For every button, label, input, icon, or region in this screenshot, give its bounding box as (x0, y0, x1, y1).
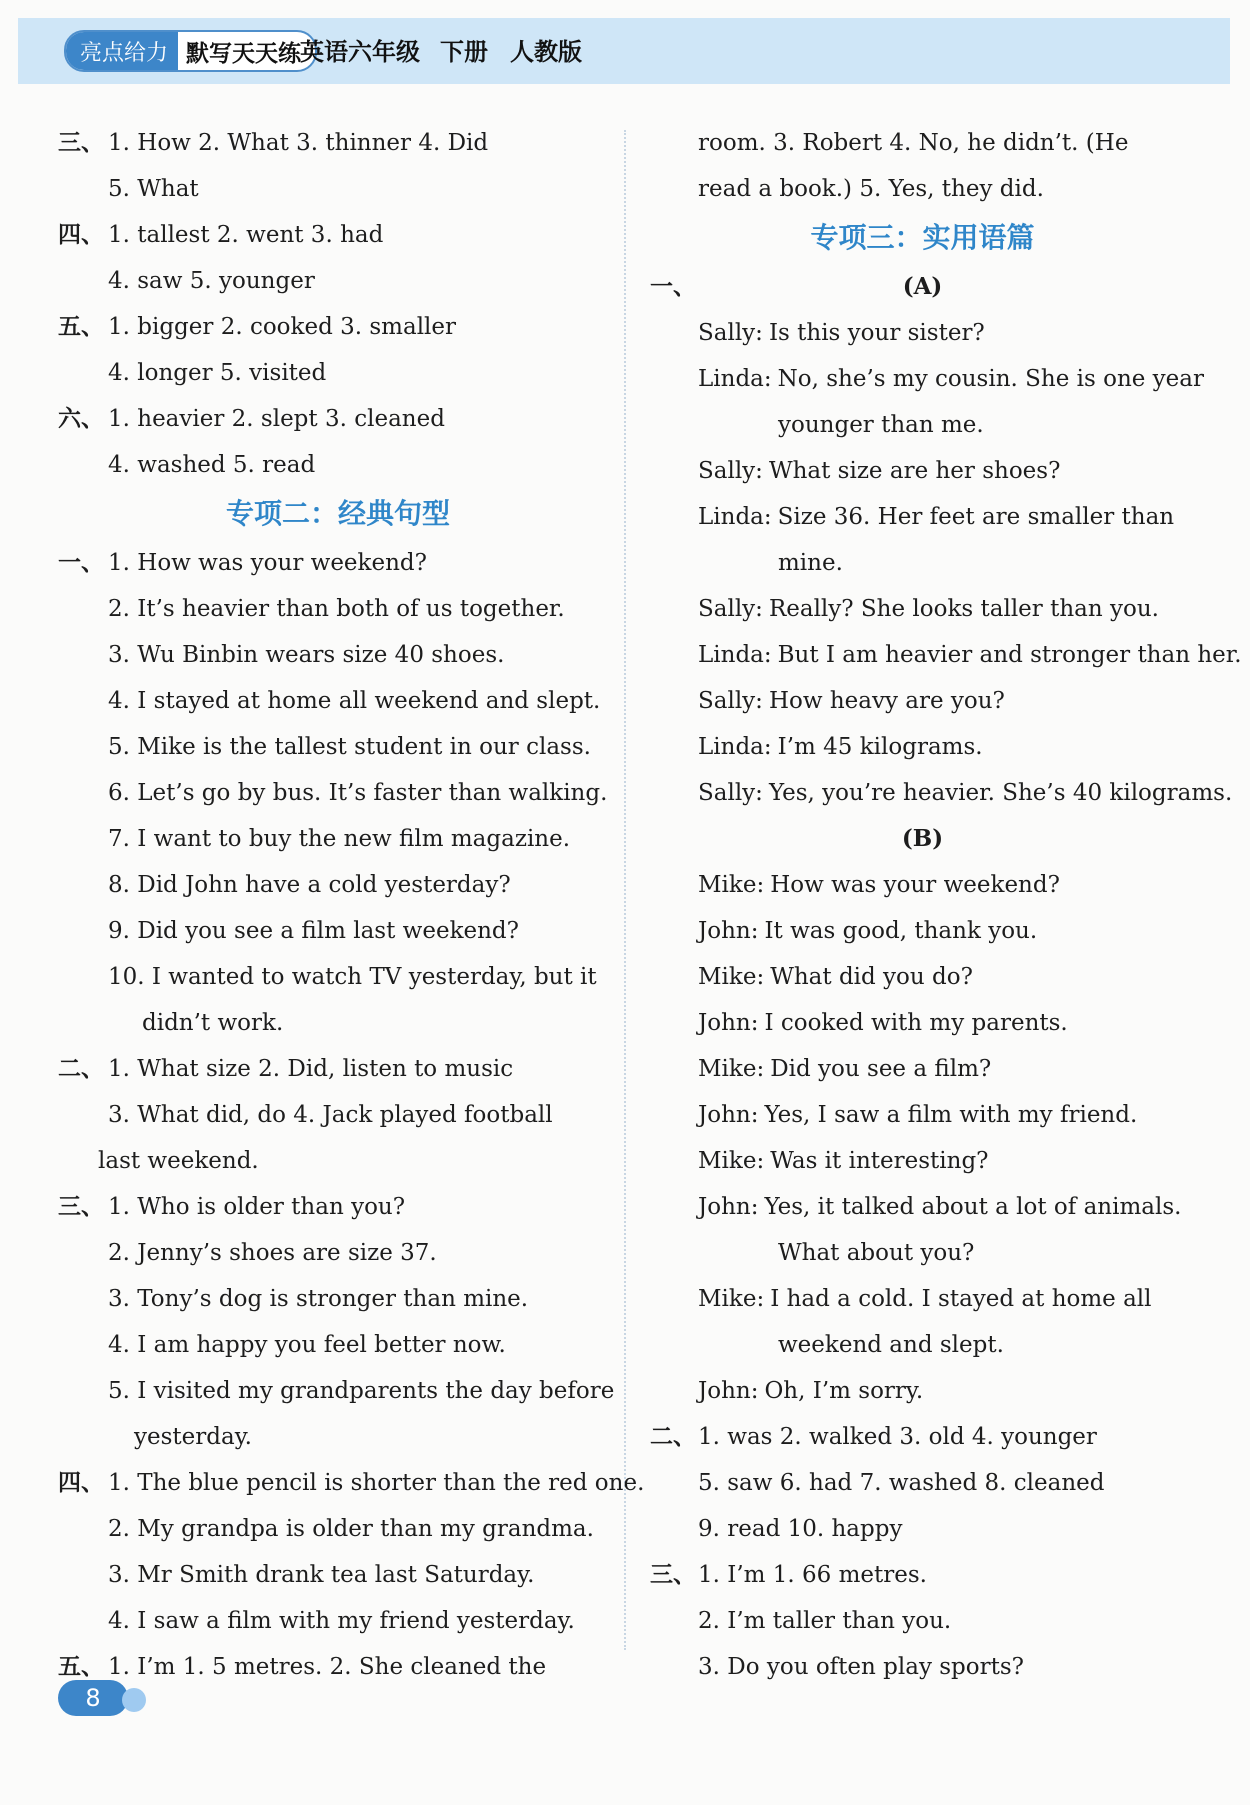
dialog-text: mine. (778, 550, 843, 576)
section-label: 四、 (58, 1469, 104, 1496)
page-number: 8 (58, 1680, 128, 1716)
dialog-line (650, 586, 1195, 632)
answer-continuation: last weekend. (98, 1148, 259, 1174)
answer-line: 1. tallest 2. went 3. had (108, 222, 384, 248)
dialog-text: Was it interesting? (770, 1148, 989, 1174)
dialog-text: I’m 45 kilograms. (777, 734, 983, 760)
section-label: 一、 (58, 549, 104, 576)
dialog-line (650, 908, 1195, 954)
speaker: Sally: (698, 688, 763, 714)
dialog-text: What size are her shoes? (768, 458, 1061, 484)
answer-line: 4. saw 5. younger (108, 268, 315, 294)
right-column (650, 120, 1242, 1690)
header-subject: 英语六年级 (300, 38, 420, 66)
speaker: Mike: (698, 872, 765, 898)
speaker: Linda: (698, 366, 772, 392)
answer-line: 1. bigger 2. cooked 3. smaller (108, 314, 457, 340)
dialog-a (650, 310, 1242, 816)
dialog-text: Yes, you’re heavier. She’s 40 kilograms. (768, 780, 1233, 806)
answer-line: 6. Let’s go by bus. It’s faster than walking. (108, 780, 608, 806)
answer-line: 1. The blue pencil is shorter than the red one. (108, 1470, 645, 1496)
dialog-text: What about you? (778, 1240, 975, 1266)
answer-line: 4. I am happy you feel better now. (108, 1332, 506, 1358)
answer-line: 3. Wu Binbin wears size 40 shoes. (108, 642, 505, 668)
dialog-line (650, 678, 1195, 724)
dialog-text: I had a cold. I stayed at home all (770, 1286, 1152, 1312)
section-label: 一、 (650, 273, 696, 300)
dialog-text: Did you see a film? (770, 1056, 992, 1082)
dialog-line-continuation (650, 1322, 1195, 1368)
dialog-line (650, 1184, 1195, 1230)
brand-right: 默写天天练 (186, 40, 302, 67)
dialog-text: How heavy are you? (768, 688, 1005, 714)
dialog-line (650, 1276, 1195, 1322)
answer-line: 1. How was your weekend? (108, 550, 427, 576)
answer-continuation: read a book.) 5. Yes, they did. (698, 176, 1044, 202)
dialog-line-continuation (650, 540, 1195, 586)
left-column (58, 120, 645, 1690)
answer-line: 5. I visited my grandparents the day before (108, 1378, 615, 1404)
answer-line: 10. I wanted to watch TV yesterday, but it (108, 964, 597, 990)
dialog-line (650, 494, 1195, 540)
dialog-text: I cooked with my parents. (764, 1010, 1068, 1036)
answer-line: 8. Did John have a cold yesterday? (108, 872, 511, 898)
speaker: Mike: (698, 1148, 765, 1174)
dialog-text: Is this your sister? (768, 320, 985, 346)
answer-line: 2. My grandpa is older than my grandma. (108, 1516, 594, 1542)
answer-line: 5. Mike is the tallest student in our class. (108, 734, 591, 760)
dialog-text: weekend and slept. (778, 1332, 1004, 1358)
dialog-text: Yes, it talked about a lot of animals. (764, 1194, 1182, 1220)
answer-line: 3. Tony’s dog is stronger than mine. (108, 1286, 529, 1312)
speaker: John: (698, 1194, 759, 1220)
dialog-line (650, 954, 1195, 1000)
speaker: Mike: (698, 1286, 765, 1312)
answer-line: 1. What size 2. Did, listen to music (108, 1056, 514, 1082)
dialog-text: younger than me. (778, 412, 984, 438)
dialog-line (650, 724, 1195, 770)
section-title-2: 专项二：经典句型 (225, 497, 450, 530)
dialog-b (650, 862, 1195, 1414)
header-edition: 人教版 (510, 38, 582, 66)
answer-line: 1. Who is older than you? (108, 1194, 406, 1220)
answer-continuation: room. 3. Robert 4. No, he didn’t. (He (698, 130, 1129, 156)
answer-line: 5. What (108, 176, 199, 202)
dialog-line (650, 1092, 1195, 1138)
answer-line: 1. How 2. What 3. thinner 4. Did (108, 130, 489, 156)
section-title-3: 专项三：实用语篇 (810, 221, 1035, 254)
dialog-text: Size 36. Her feet are smaller than (777, 504, 1175, 530)
speaker: John: (698, 1010, 759, 1036)
speaker: Sally: (698, 780, 763, 806)
speaker: Linda: (698, 504, 772, 530)
answer-line: 4. longer 5. visited (108, 360, 327, 386)
dialog-line (650, 1046, 1195, 1092)
answer-line: 7. I want to buy the new film magazine. (108, 826, 571, 852)
speaker: Mike: (698, 964, 765, 990)
section-label: 二、 (58, 1055, 104, 1082)
answer-line: 1. heavier 2. slept 3. cleaned (108, 406, 445, 432)
dialog-line (650, 1368, 1195, 1414)
dialog-line-continuation (650, 402, 1195, 448)
speaker: Mike: (698, 1056, 765, 1082)
speaker: Linda: (698, 734, 772, 760)
answer-line: 2. Jenny’s shoes are size 37. (108, 1240, 437, 1266)
dialog-text: It was good, thank you. (764, 918, 1038, 944)
dialog-text: But I am heavier and stronger than her. (777, 642, 1242, 668)
dialog-text: What did you do? (770, 964, 973, 990)
dialog-text: Oh, I’m sorry. (764, 1378, 924, 1404)
page-header (18, 18, 1230, 84)
dialog-line (650, 632, 1242, 678)
speaker: Linda: (698, 642, 772, 668)
answer-line: 3. Do you often play sports? (698, 1654, 1024, 1680)
section-label: 六、 (58, 405, 104, 432)
column-divider (624, 130, 626, 1650)
section-label: 三、 (58, 1193, 104, 1220)
dialog-line (650, 310, 1195, 356)
header-volume: 下册 (440, 38, 488, 66)
answer-line: 1. I’m 1. 5 metres. 2. She cleaned the (108, 1654, 547, 1680)
dialog-text: Really? She looks taller than you. (768, 596, 1159, 622)
dialog-text: How was your weekend? (770, 872, 1060, 898)
answer-line: 1. was 2. walked 3. old 4. younger (698, 1424, 1097, 1450)
section-label: 五、 (58, 1653, 104, 1680)
dialog-line (650, 1138, 1195, 1184)
brand-left: 亮点给力 (66, 32, 178, 70)
dialog-text: No, she’s my cousin. She is one year (777, 366, 1204, 392)
speaker: John: (698, 1102, 759, 1128)
answer-line: 2. I’m taller than you. (698, 1608, 952, 1634)
dialog-line (650, 1000, 1195, 1046)
answer-continuation: yesterday. (134, 1424, 252, 1450)
section-label: 三、 (58, 129, 104, 156)
answer-line: 9. read 10. happy (698, 1516, 903, 1542)
subheading-b: (B) (901, 825, 944, 852)
dialog-text: Yes, I saw a film with my friend. (764, 1102, 1138, 1128)
dialog-line (650, 356, 1204, 402)
dialog-line-continuation (650, 1230, 1195, 1276)
speaker: John: (698, 918, 759, 944)
answer-continuation: didn’t work. (142, 1010, 284, 1036)
answer-line: 9. Did you see a film last weekend? (108, 918, 519, 944)
answer-line: 5. saw 6. had 7. washed 8. cleaned (698, 1470, 1105, 1496)
dialog-line (650, 448, 1195, 494)
answer-line: 4. washed 5. read (108, 452, 316, 478)
brand-badge (64, 30, 317, 72)
dialog-line (650, 770, 1233, 816)
section-label: 四、 (58, 221, 104, 248)
answer-line: 3. Mr Smith drank tea last Saturday. (108, 1562, 535, 1588)
answer-line: 3. What did, do 4. Jack played football (108, 1102, 553, 1128)
speaker: Sally: (698, 596, 763, 622)
section-label: 三、 (650, 1561, 696, 1588)
section-label: 五、 (58, 313, 104, 340)
answer-line: 1. I’m 1. 66 metres. (698, 1562, 927, 1588)
speaker: John: (698, 1378, 759, 1404)
answer-line: 2. It’s heavier than both of us together. (108, 596, 565, 622)
dialog-line (650, 862, 1195, 908)
answer-line: 4. I saw a film with my friend yesterday. (108, 1608, 575, 1634)
subheading-a: (A) (902, 273, 943, 300)
speaker: Sally: (698, 458, 763, 484)
answer-line: 4. I stayed at home all weekend and slept. (108, 688, 601, 714)
speaker: Sally: (698, 320, 763, 346)
section-label: 二、 (650, 1423, 696, 1450)
